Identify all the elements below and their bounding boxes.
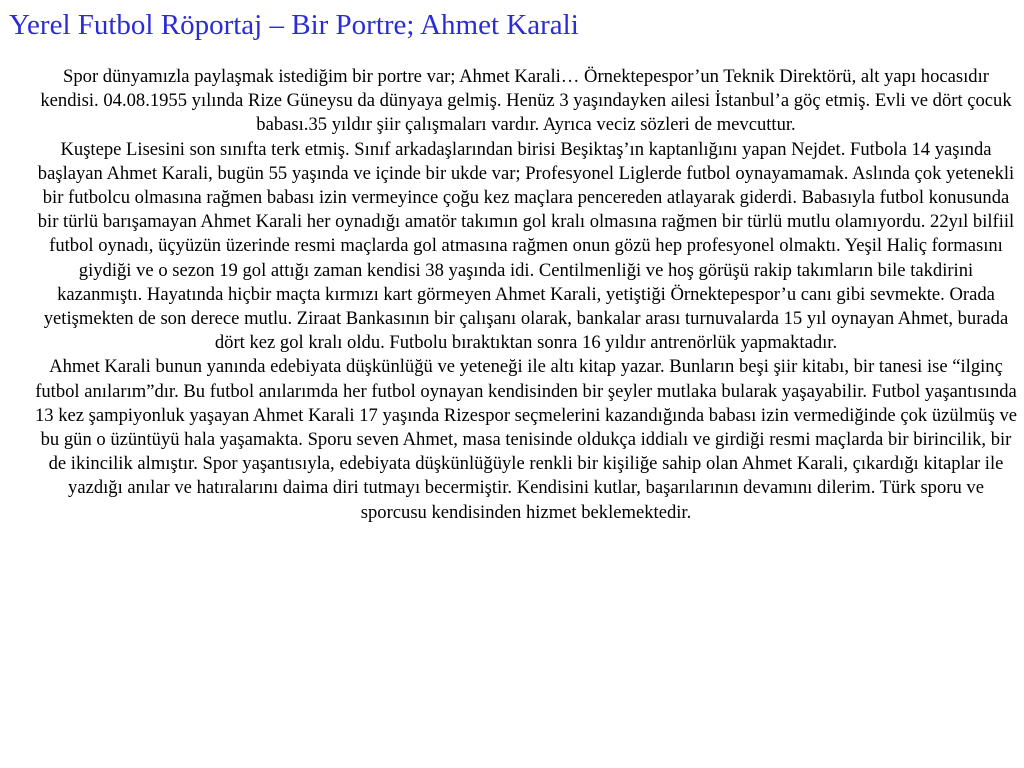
article-paragraph: Ahmet Karali bunun yanında edebiyata düşkünlüğü ve yeteneği ile altı kitap yazar. Bunların beşi şiir kitabı, bir tanesi ise “ilginç futbol anılarım”dır. Bu futbol anılarımda her futbol oynayan kendisinden bir şeyler mutlaka bularak yaşayabilir. Futbol yaşantısında 13 kez şampiyonluk yaşayan Ahmet Karali 17 yaşında Rizespor seçmelerini kazandığında babası izin vermediğinde çok üzülmüş ve bu gün o üzüntüyü hala yaşamakta. Sporu seven Ahmet, masa tenisinde oldukça iddialı ve girdiği resmi maçlarda bir birincilik, bir de ikincilik almıştır. Spor yaşantısıyla, edebiyata düşkünlüğüyle renkli bir kişiliğe sahip olan Ahmet Karali, çıkardığı kitaplar ile yazdığı anılar ve hatıralarını daima diri tutmayı becermiştir. Kendisini kutlar, başarılarının devamını dilerim. Türk sporu ve sporcusu kendisinden hizmet beklemektedir. (34, 356, 1018, 523)
article-body (34, 65, 1018, 525)
article-paragraph: Spor dünyamızla paylaşmak istediğim bir portre var; Ahmet Karali… Örnektepespor’un Teknik Direktörü, alt yapı hocasıdır kendisi. 04.08.1955 yılında Rize Güneysu da dünyaya gelmiş. Henüz 3 yaşındayken ailesi İstanbul’a göç etmiş. Evli ve dört çocuk babası.35 yıldır şiir çalışmaları vardır. Ayrıca veciz sözleri de mevcuttur. (40, 66, 1012, 136)
article-paragraph: Kuştepe Lisesini son sınıfta terk etmiş. Sınıf arkadaşlarından birisi Beşiktaş’ın kaptanlığını yapan Nejdet. Futbola 14 yaşında başlayan Ahmet Karali, bugün 55 yaşında ve içinde bir ukde var; Profesyonel Liglerde futbol oynayamamak. Aslında çok yetenekli bir futbolcu olmasına rağmen babası izin vermeyince çoğu kez maçlara pencereden atlayarak giderdi. Babasıyla futbol konusunda bir türlü barışamayan Ahmet Karali her oynadığı amatör takımın gol kralı olmasına rağmen bir türlü mutlu olamıyordu. 22yıl bilfiil futbol oynadı, üçyüzün üzerinde resmi maçlarda gol atmasına rağmen onun gözü hep profesyonel olmaktı. Yeşil Haliç formasını giydiği ve o sezon 19 gol attığı zaman kendisi 38 yaşında idi. Centilmenliği ve hoş görüşü rakip takımların bile takdirini kazanmıştı. Hayatında hiçbir maçta kırmızı kart görmeyen Ahmet Karali, yetiştiği Örnektepespor’u canı gibi sevmekte. Orada yetişmekten de son derece mutlu. Ziraat Bankasının bir çalışanı olarak, bankalar arası turnuvalarda 15 yıl oynayan Ahmet, burada dört kez gol kralı oldu. Futbolu bıraktıktan sonra 16 yıldır antrenörlük yapmaktadır. (37, 138, 1015, 354)
page-title: Yerel Futbol Röportaj – Bir Portre; Ahmet Karali (9, 9, 579, 41)
